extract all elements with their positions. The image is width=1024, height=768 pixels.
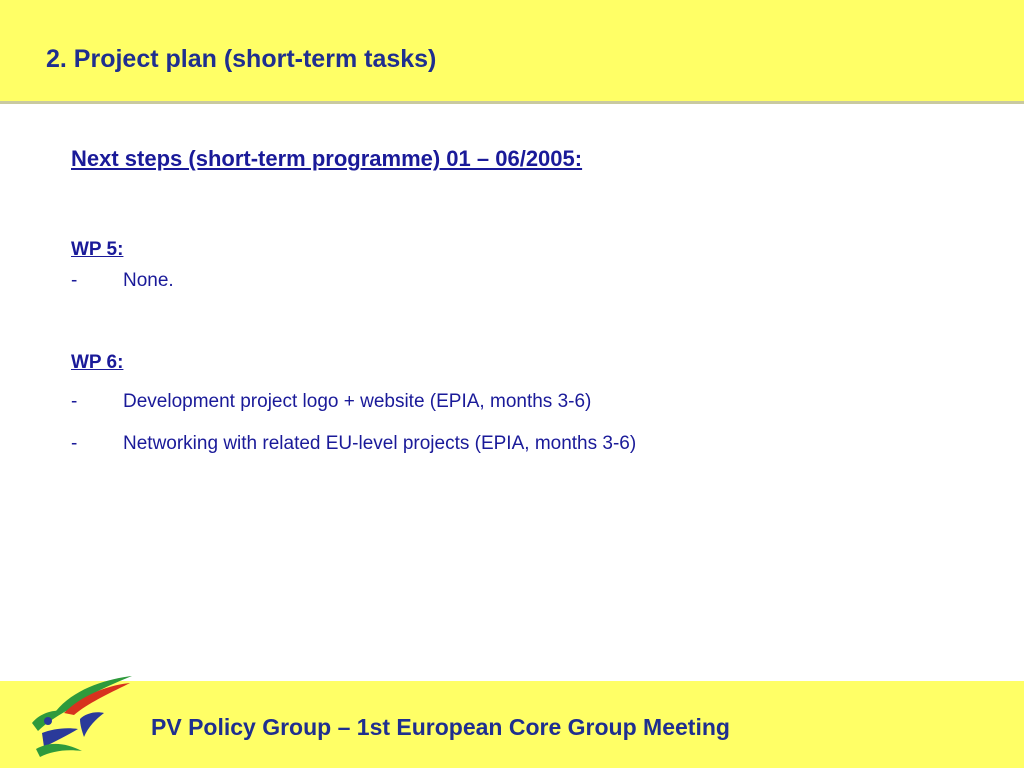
slide-title: 2. Project plan (short-term tasks) [46, 45, 437, 73]
next-steps-heading: Next steps (short-term programme) 01 – 06/2005: [71, 146, 583, 171]
list-item-text: Networking with related EU-level projects (EPIA, months 3-6) [123, 433, 637, 454]
list-item [71, 267, 971, 295]
wp6-list [71, 388, 971, 458]
list-item [71, 430, 971, 458]
list-item-text: Development project logo + website (EPIA, months 3-6) [123, 391, 592, 412]
pv-policy-group-logo-icon [26, 671, 138, 759]
slide-content [71, 142, 971, 458]
wp6-heading: WP 6: [71, 352, 124, 373]
bullet-dash: - [71, 270, 78, 291]
bullet-dash: - [71, 433, 78, 454]
list-item [71, 388, 971, 416]
footer-text: PV Policy Group – 1st European Core Group Meeting [151, 714, 730, 740]
wp5-heading: WP 5: [71, 239, 124, 260]
bullet-dash: - [71, 391, 78, 412]
wp5-list [71, 267, 971, 295]
list-item-text: None. [123, 270, 174, 291]
